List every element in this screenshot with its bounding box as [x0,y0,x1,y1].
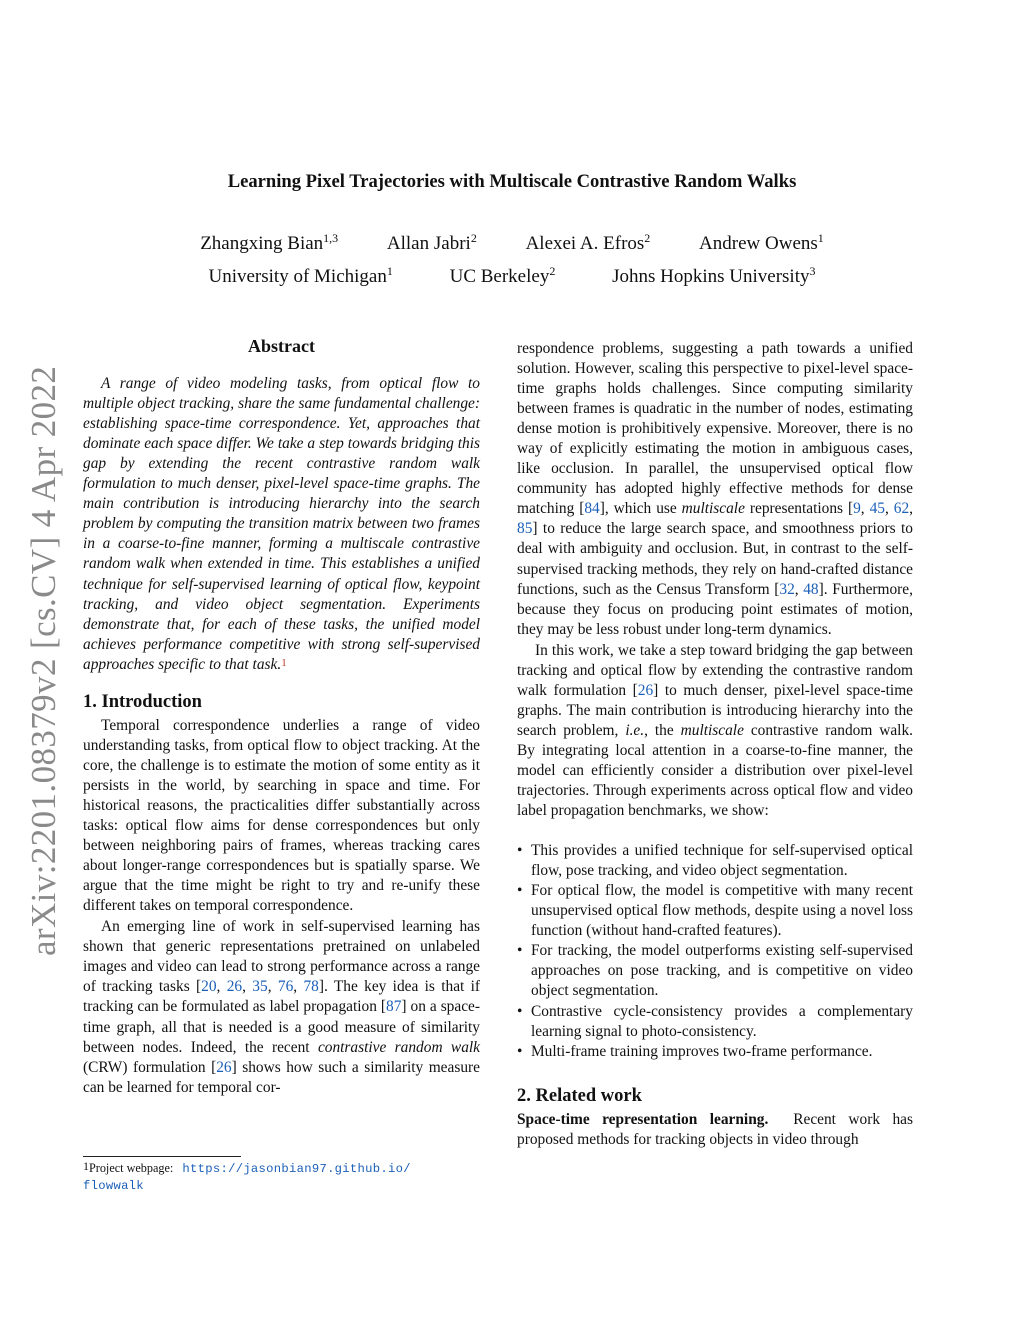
abstract-text: A range of video modeling tasks, from optical flow to multiple object tracking, share the same fundamental challenge: establishing space-time correspondence. Yet, approaches that dominate each space differ. We take a step towards bridging this gap by extending the recent contrastive random walk formulation to much denser, pixel-level space-time graphs. The main contribution is introducing hierarchy into the search problem by computing the transition matrix between two frames in a coarse-to-fine manner, forming a multiscale contrastive random walk when extended in time. This establishes a unified technique for self-supervised learning of optical flow, keypoint tracking, and video object segmentation. Experiments demonstrate that, for each of these tasks, the unified model achieves performance competitive with strong self-supervised approaches specific to that task.$^1$ [83,375,480,673]
related-work-paragraph: Space-time representation learning. Recent work has proposed methods for tracking objects in video through [517,1110,913,1148]
section-heading-introduction: 1. Introduction [83,691,202,712]
contribution-item: • Multi-frame training improves two-frame performance. [517,1042,913,1062]
citation-link[interactable]: 26 [216,1058,232,1076]
affiliation: University of Michigan$^1$ [208,264,393,287]
citation-link[interactable]: 32 [779,580,795,598]
citation-link[interactable]: 62 [893,500,910,518]
citation-link[interactable]: 20 [201,978,217,996]
affiliation-list [0,266,1024,288]
citation-link[interactable]: 87 [386,998,402,1016]
affiliation: Johns Hopkins University$^3$ [612,264,816,287]
left-column [83,336,480,1098]
contribution-item: • Contrastive cycle-consistency provides a complementary learning signal to photo-consistency. [517,1002,913,1042]
footnote-divider [83,1156,241,1157]
author-list [0,233,1024,255]
contribution-item: • For tracking, the model outperforms existing self-supervised approaches on pose tracking, and is competitive on video object segmentation. [517,941,913,1001]
arxiv-stamp [20,358,68,958]
right-column [517,339,913,1150]
section-heading-related-work: 2. Related work [517,1085,642,1106]
contribution-item: • This provides a unified technique for self-supervised optical flow, pose tracking, and video object segmentation. [517,841,913,881]
citation-link[interactable]: 48 [803,580,819,598]
author: Zhangxing Bian$^{1,3}$ [200,231,339,254]
paper-title: Learning Pixel Trajectories with Multiscale Contrastive Random Walks [227,171,797,192]
footnote-marker[interactable]: 1 [281,656,287,669]
citation-link[interactable]: 35 [252,978,268,996]
citation-link[interactable]: 85 [517,520,533,538]
citation-link[interactable]: 26 [226,978,243,996]
contribution-list [517,841,913,1062]
intro-paragraph-2: An emerging line of work in self-supervised learning has shown that generic representations pretrained on unlabeled images and video can lead to strong performance across a range of tracking tasks [20, 26, 35, 76, 78]. The key idea is that if tracking can be formulated as label propagation [87] on a space-time graph, all that is needed is a good measure of similarity between nodes. Indeed, the recent contrastive random walk (CRW) formulation [26] shows how such a similarity measure can be learned for temporal cor- [83,918,481,1096]
citation-link[interactable]: 26 [637,681,654,699]
citation-link[interactable]: 45 [869,500,885,518]
citation-link[interactable]: 9 [853,500,861,518]
citation-link[interactable]: 78 [303,978,319,996]
intro-paragraph-1: Temporal correspondence underlies a range of video understanding tasks, from optical flow to object tracking. At the core, the challenge is to estimate the motion of some entity as it persists in the world, by searching in space and time. For historical reasons, the practicalities differ substantially across tasks: optical flow aims for dense correspondences but only between neighboring pairs of frames, whereas tracking cares about longer-range correspondences but is spatially sparse. We argue that the time might be right to try and re-unify these different takes on temporal correspondence. [83,716,480,915]
contribution-item: • For optical flow, the model is competitive with many recent unsupervised optical flow methods, despite using a novel loss function (without hand-crafted features). [517,881,913,941]
author: Allan Jabri$^2$ [386,231,477,254]
intro-paragraph-4: In this work, we take a step toward bridging the gap between tracking and optical flow by extending the contrastive random walk formulation [26] to much denser, pixel-level space-time graphs. The main contribution is introducing hierarchy into the search problem, i.e., the multiscale contrastive random walk. By integrating local attention in a coarse-to-fine manner, the model can efficiently consider a distribution over pixel-level trajectories. Through experiments across optical flow and video label propagation benchmarks, we show: [517,641,913,820]
citation-link[interactable]: 76 [277,978,294,996]
project-url-link[interactable]: https://jasonbian97.github.io/ flowwalk [83,1162,411,1193]
author: Alexei A. Efros$^2$ [525,231,651,254]
citation-link[interactable]: 84 [584,500,600,518]
footnote: $^1$Project webpage: https://jasonbian97.github.io/ flowwalk [83,1159,411,1193]
abstract-heading: Abstract [248,336,315,356]
affiliation: UC Berkeley$^2$ [449,264,556,287]
intro-paragraph-3: respondence problems, suggesting a path towards a unified solution. However, scaling this perspective to pixel-level space-time graphs holds challenges. Since computing similarity between frames is quadratic in the number of nodes, estimating dense motion is prohibitively expensive. Moreover, there is no way of explicitly estimating the motion in ambiguous cases, like occlusion. In parallel, the unsupervised optical flow community has adopted highly effective methods for dense matching [84], which use multiscale representations [9, 45, 62, 85] to reduce the large search space, and smoothness priors to deal with ambiguity and occlusion. But, in contrast to the self-supervised tracking methods, they rely on hand-crafted distance functions, such as the Census Transform [32, 48]. Furthermore, because they focus on producing point estimates of motion, they may be less robust under long-term dynamics. [517,340,914,638]
arxiv-stamp-text: arXiv:2201.08379v2 [cs.CV] 4 Apr 2022 [24,365,63,956]
author: Andrew Owens$^1$ [699,231,824,254]
